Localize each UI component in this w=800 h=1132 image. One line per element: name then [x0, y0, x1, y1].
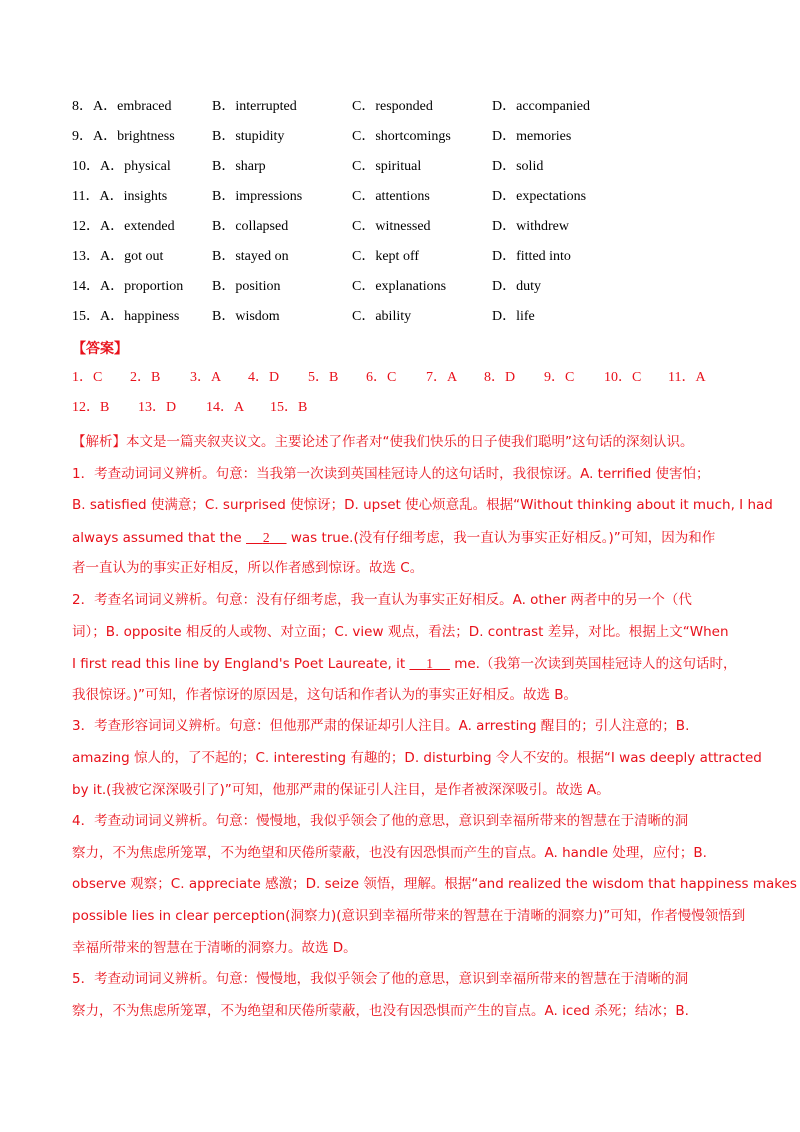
- option-col-3: D．duty: [492, 279, 541, 294]
- option-col-2: C．ability: [352, 309, 412, 324]
- answer-item: 3．A: [190, 370, 222, 385]
- option-text: A．happiness: [100, 309, 180, 324]
- q2-line-3b: me.（我第一次读到英国桂冠诗人的这句话时，: [449, 656, 737, 673]
- answer-item: 5．B: [308, 370, 339, 385]
- option-col-3: D．life: [492, 309, 535, 324]
- q5-line-2: 察力，不为焦虑所笼罩，不为绝望和厌倦所蒙蔽，也没有因恐惧而产生的盲点。A. iced 杀死；结冰；B.: [72, 1002, 689, 1019]
- option-col-1: B．interrupted: [212, 99, 297, 114]
- option-col-2: C．kept off: [352, 249, 420, 264]
- option-text: A．insights: [99, 189, 168, 204]
- option-row: [72, 95, 732, 125]
- option-text: A．physical: [100, 159, 171, 174]
- q4-line-4: possible lies in clear perception(洞察力)(意识到幸福所带来的智慧在于清晰的洞察力)”可知，作者慢慢领悟到: [72, 907, 746, 924]
- q1-blank: 2: [262, 529, 270, 545]
- option-col-1: B．sharp: [212, 159, 266, 174]
- answer-item: 12．B: [72, 400, 110, 415]
- q1-line-3a: always assumed that the: [72, 529, 247, 546]
- q1-line-3b: was true.(没有仔细考虑，我一直认为事实正好相反。)”可知，因为和作: [286, 529, 716, 546]
- q2-line-1: 2．考查名词词义辨析。句意：没有仔细考虑，我一直认为事实正好相反。A. other 两者中的另一个（代: [72, 591, 692, 608]
- q2-line-4: 我很惊讶。)”可知，作者惊讶的原因是，这句话和作者认为的事实正好相反。故选 B。: [72, 686, 578, 703]
- answer-item: 11．A: [668, 370, 706, 385]
- option-row: [72, 305, 732, 335]
- question-number: 9．: [72, 129, 93, 144]
- answer-heading: 【答案】: [72, 341, 128, 357]
- option-col-3: D．withdrew: [492, 219, 569, 234]
- answer-item: 1．C: [72, 370, 103, 385]
- answer-item: 9．C: [544, 370, 575, 385]
- q1-line-3: [72, 522, 732, 554]
- answer-item: 8．D: [484, 370, 516, 385]
- option-col-0: [72, 185, 167, 209]
- option-col-0: [72, 275, 183, 299]
- option-col-2: C．spiritual: [352, 159, 422, 174]
- option-row: [72, 275, 732, 305]
- option-col-0: [72, 125, 175, 149]
- option-text: A．extended: [100, 219, 175, 234]
- answer-item: 13．D: [138, 400, 177, 415]
- q1-line-1: 1．考查动词词义辨析。句意：当我第一次读到英国桂冠诗人的这句话时，我很惊讶。A. terrified 使害怕；: [72, 465, 710, 482]
- option-col-0: [72, 155, 171, 179]
- answer-item: 15．B: [270, 400, 308, 415]
- question-number: 13．: [72, 249, 100, 264]
- option-col-0: [72, 245, 163, 269]
- q2-line-3a: I first read this line by England's Poet Laureate, it: [72, 656, 410, 673]
- option-col-2: C．attentions: [352, 189, 430, 204]
- option-col-3: D．accompanied: [492, 99, 590, 114]
- option-col-2: C．shortcomings: [352, 129, 451, 144]
- option-col-3: D．expectations: [492, 189, 587, 204]
- q2-blank: 1: [426, 656, 434, 672]
- option-text: A．proportion: [100, 279, 184, 294]
- options-list: [72, 95, 732, 335]
- option-col-1: B．impressions: [212, 189, 303, 204]
- option-row: [72, 245, 732, 275]
- option-col-2: C．responded: [352, 99, 433, 114]
- option-text: A．got out: [100, 249, 164, 264]
- question-number: 12．: [72, 219, 100, 234]
- option-col-2: C．witnessed: [352, 219, 431, 234]
- answer-item: 14．A: [206, 400, 245, 415]
- option-text: A．embraced: [93, 99, 172, 114]
- q4-line-2: 察力，不为焦虑所笼罩，不为绝望和厌倦所蒙蔽，也没有因恐惧而产生的盲点。A. handle 处理，应付；B.: [72, 844, 707, 861]
- option-row: [72, 215, 732, 245]
- q5-line-1: 5．考查动词词义辨析。句意：慢慢地，我似乎领会了他的意思，意识到幸福所带来的智慧在于清晰的洞: [72, 971, 689, 988]
- q3-line-3: by it.(我被它深深吸引了)”可知，他那严肃的保证引人注目，是作者被深深吸引。故选 A。: [72, 781, 610, 798]
- option-row: [72, 155, 732, 185]
- q1-line-2: B. satisfied 使满意；C. surprised 使惊讶；D. upset 使心烦意乱。根据“Without thinking about it much, I had: [72, 497, 773, 514]
- analysis-section: [72, 427, 797, 1027]
- option-col-3: D．fitted into: [492, 249, 571, 264]
- q2-line-2: 词）；B. opposite 相反的人或物、对立面；C. view 观点，看法；D. contrast 差异，对比。根据上文“When: [72, 623, 729, 640]
- question-number: 10．: [72, 159, 100, 174]
- answer-item: 4．D: [248, 370, 280, 385]
- answer-item: 7．A: [426, 370, 458, 385]
- answer-item: 6．C: [366, 370, 397, 385]
- answer-item: 2．B: [130, 370, 161, 385]
- question-number: 11．: [72, 189, 100, 204]
- q1-line-4: 者一直认为的事实正好相反，所以作者感到惊讶。故选 C。: [72, 560, 424, 577]
- question-number: 8．: [72, 99, 93, 114]
- option-col-3: D．memories: [492, 129, 572, 144]
- option-col-1: B．wisdom: [212, 309, 280, 324]
- option-row: [72, 125, 732, 155]
- q3-line-1: 3．考查形容词词义辨析。句意：但他那严肃的保证却引人注目。A. arresting 醒目的；引人注意的；B.: [72, 718, 690, 735]
- q4-line-1: 4．考查动词词义辨析。句意：慢慢地，我似乎领会了他的意思，意识到幸福所带来的智慧在于清晰的洞: [72, 813, 689, 830]
- analysis-intro: 【解析】本文是一篇夹叙夹议文。主要论述了作者对“使我们快乐的日子使我们聪明”这句话的深刻认识。: [72, 434, 694, 450]
- option-col-1: B．collapsed: [212, 219, 289, 234]
- answer-item: 10．C: [604, 370, 642, 385]
- option-col-3: D．solid: [492, 159, 544, 174]
- option-col-1: B．position: [212, 279, 281, 294]
- q4-line-3: observe 观察；C. appreciate 感激；D. seize 领悟，理解。根据“and realized the wisdom that happiness makes: [72, 876, 797, 893]
- option-col-1: B．stupidity: [212, 129, 285, 144]
- option-col-0: [72, 95, 172, 119]
- question-number: 14．: [72, 279, 100, 294]
- q3-line-2: amazing 惊人的，了不起的；C. interesting 有趣的；D. disturbing 令人不安的。根据“I was deeply attracted: [72, 749, 762, 766]
- option-col-1: B．stayed on: [212, 249, 289, 264]
- q4-line-5: 幸福所带来的智慧在于清晰的洞察力。故选 D。: [72, 939, 357, 956]
- option-row: [72, 185, 732, 215]
- option-text: A．brightness: [93, 129, 175, 144]
- option-col-0: [72, 215, 175, 239]
- q2-line-3: [72, 648, 737, 680]
- question-number: 15．: [72, 309, 100, 324]
- option-col-0: [72, 305, 179, 329]
- option-col-2: C．explanations: [352, 279, 447, 294]
